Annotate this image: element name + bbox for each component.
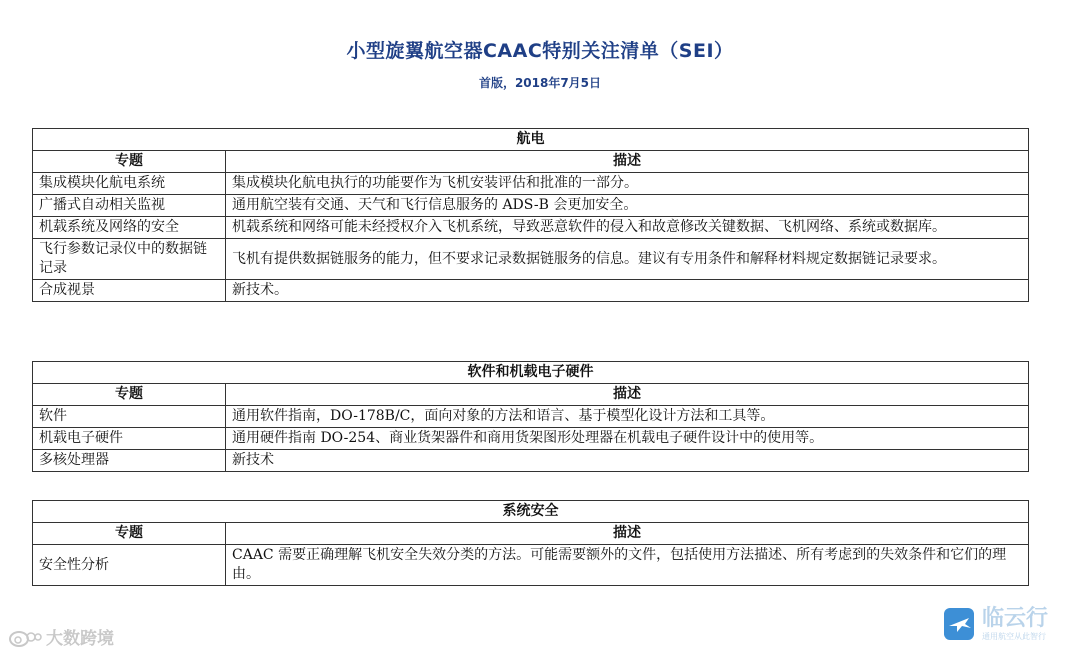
table-row [33,217,1029,239]
section-avionics-table [32,128,1029,302]
section-system-safety-table [32,500,1029,586]
desc-cell: 机载系统和网络可能未经授权介入飞机系统，导致恶意软件的侵入和故意修改关键数据、飞机网络、系统或数据库。 [226,217,1029,239]
table-row [33,173,1029,195]
section-title: 软件和机载电子硬件 [33,362,1029,384]
section-title: 航电 [33,129,1029,151]
table-row [33,195,1029,217]
watermark-right-text [982,607,1048,642]
weibo-logo-icon [8,626,42,648]
topic-cell: 多核处理器 [33,450,226,472]
table-row [33,450,1029,472]
topic-cell: 飞行参数记录仪中的数据链记录 [33,239,226,280]
column-header-row [33,384,1029,406]
watermark-left [8,624,114,649]
table-row [33,545,1029,586]
column-header-topic: 专题 [33,523,226,545]
table-row [33,428,1029,450]
table-row [33,239,1029,280]
section-header-row [33,129,1029,151]
section-title: 系统安全 [33,501,1029,523]
watermark-left-text: 大数跨境 [46,629,114,649]
desc-cell: CAAC 需要正确理解飞机安全失效分类的方法。可能需要额外的文件，包括使用方法描述、所有考虑到的失效条件和它们的理由。 [226,545,1029,586]
topic-cell: 机载系统及网络的安全 [33,217,226,239]
topic-cell: 安全性分析 [33,545,226,586]
desc-cell: 集成模块化航电执行的功能要作为飞机安装评估和批准的一部分。 [226,173,1029,195]
column-header-desc: 描述 [226,384,1029,406]
desc-cell: 新技术 [226,450,1029,472]
topic-cell: 合成视景 [33,280,226,302]
desc-cell: 新技术。 [226,280,1029,302]
column-header-topic: 专题 [33,384,226,406]
topic-cell: 广播式自动相关监视 [33,195,226,217]
section-header-row [33,362,1029,384]
topic-cell: 集成模块化航电系统 [33,173,226,195]
plane-logo-icon [942,604,976,644]
desc-cell: 通用硬件指南 DO-254、商业货架器件和商用货架图形处理器在机载电子硬件设计中的使用等。 [226,428,1029,450]
page-title: 小型旋翼航空器CAAC特别关注清单（SEI） [346,40,734,62]
column-header-topic: 专题 [33,151,226,173]
column-header-row [33,523,1029,545]
desc-cell: 飞机有提供数据链服务的能力，但不要求记录数据链服务的信息。建议有专用条件和解释材料规定数据链记录要求。 [226,239,1029,280]
table-row [33,406,1029,428]
brand-slogan: 通用航空从此智行 [982,631,1046,641]
column-header-row [33,151,1029,173]
desc-cell: 通用软件指南，DO-178B/C，面向对象的方法和语言、基于模型化设计方法和工具等。 [226,406,1029,428]
section-header-row [33,501,1029,523]
column-header-desc: 描述 [226,523,1029,545]
brand-name: 临云行 [982,605,1049,631]
section-software-hardware-table [32,361,1029,472]
column-header-desc: 描述 [226,151,1029,173]
desc-cell: 通用航空装有交通、天气和飞行信息服务的 ADS-B 会更加安全。 [226,195,1029,217]
table-row [33,280,1029,302]
watermark-right [942,604,1048,644]
topic-cell: 软件 [33,406,226,428]
topic-cell: 机载电子硬件 [33,428,226,450]
page-subtitle: 首版，2018年7月5日 [478,76,602,90]
